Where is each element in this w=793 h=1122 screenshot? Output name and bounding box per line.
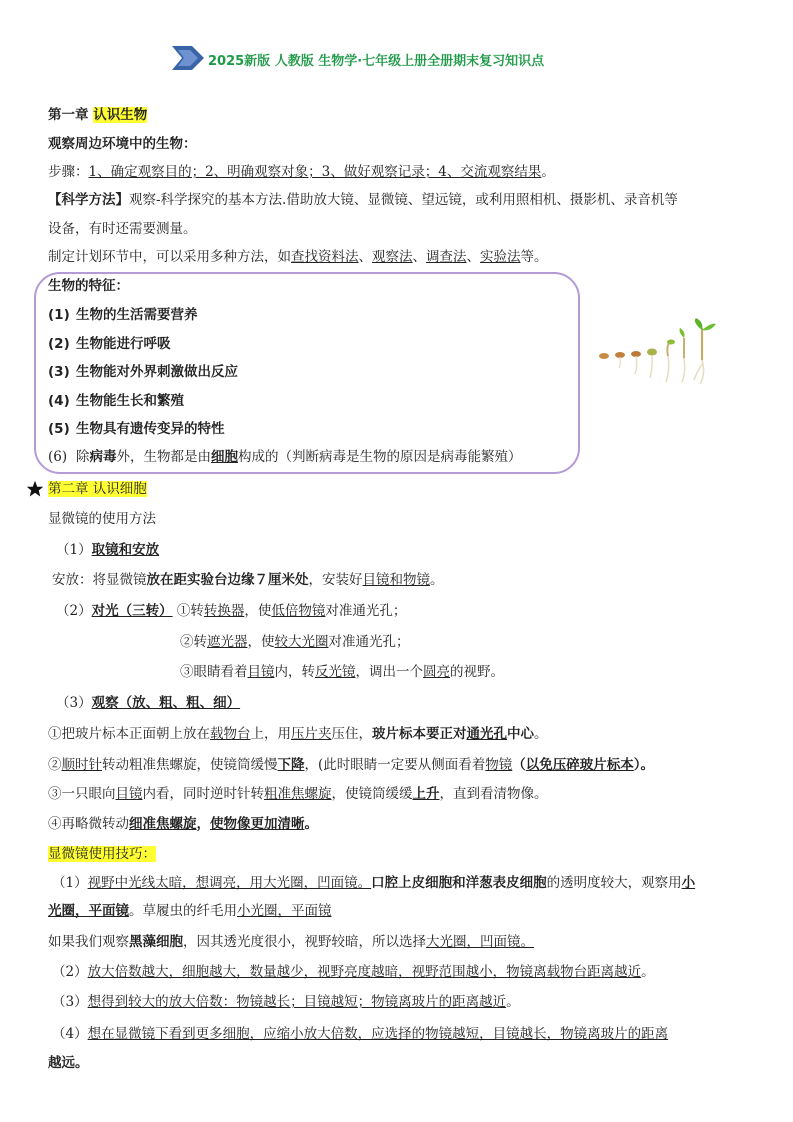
observe-heading: 观察周边环境中的生物： (48, 136, 197, 152)
feature-item: (3) 生物能对外界刺激做出反应 (48, 364, 238, 380)
microscope-usage-heading: 显微镜的使用方法 (48, 511, 156, 527)
tip-4-line-1: （4）想在显微镜下看到更多细胞，应缩小放大倍数，应选择的物镜越短，目镜越长，物镜离玻片的距离 (52, 1026, 669, 1042)
document-title: 2025新版 人教版 生物学·七年级上册全册期末复习知识点 (208, 54, 545, 69)
header-arrow-icon (172, 46, 206, 74)
tip-2-line: （2）放大倍数越大，细胞越大，数量越少，视野亮度越暗，视野范围越小，物镜离载物台距离越近。 (52, 964, 655, 980)
feature-item: (2) 生物能进行呼吸 (48, 336, 171, 352)
star-icon (26, 480, 44, 502)
science-method-line-2: 设备，有时还需要测量。 (48, 221, 197, 237)
feature-item: (1) 生物的生活需要营养 (48, 307, 198, 323)
observe-step-1: ①把玻片标本正面朝上放在载物台上，用压片夹压住，玻片标本要正对通光孔中心。 (48, 726, 548, 742)
science-method-line: 【科学方法】观察-科学探究的基本方法.借助放大镜、显微镜、望远镜，或利用照相机、摄影机、录音机等 (48, 192, 678, 208)
plan-methods-line: 制定计划环节中，可以采用多种方法，如查找资料法、观察法、调查法、实验法等。 (48, 249, 548, 265)
feature-item: (4) 生物能生长和繁殖 (48, 393, 184, 409)
tips-heading: 显微镜使用技巧： (48, 846, 156, 862)
features-heading: 生物的特征： (48, 278, 129, 294)
chapter-1-heading: 第一章 认识生物 (48, 107, 148, 123)
step-2-line-1: （2）对光（三转） ①转转换器，使低倍物镜对准通光孔； (56, 603, 407, 619)
observe-step-3: ③一只眼向目镜内看，同时逆时针转粗准焦螺旋，使镜筒缓缓上升，直到看清物像。 (48, 786, 548, 802)
dark-cell-line: 如果我们观察黑藻细胞，因其透光度很小，视野较暗，所以选择大光圈，凹面镜。 (48, 934, 534, 950)
step-2-line-2: ②转遮光器，使较大光圈对准通光孔； (180, 634, 410, 650)
tip-4-line-2: 越远。 (48, 1055, 89, 1071)
step-3-heading: （3）观察（放、粗、粗、细） (56, 695, 241, 711)
placement-line: 安放：将显微镜放在距实验台边缘７厘米处，安装好目镜和物镜。 (52, 572, 444, 588)
feature-item: (5) 生物具有遗传变异的特性 (48, 421, 225, 437)
tip-1-line-1: （1）视野中光线太暗，想调亮，用大光圈，凹面镜。口腔上皮细胞和洋葱表皮细胞的透明度较大，观察用小 (52, 875, 696, 891)
observe-step-2: ②顺时针转动粗准焦螺旋，使镜筒缓慢下降，(此时眼睛一定要从侧面看着物镜（以免压碎玻片标本）。 (48, 757, 655, 773)
step-1-heading: （1）取镜和安放 (56, 542, 160, 558)
chapter-2-heading: 第二章 认识细胞 (48, 481, 147, 497)
steps-line: 步骤：1、确定观察目的；2、明确观察对象；3、做好观察记录；4、交流观察结果。 (48, 164, 555, 180)
feature-item-6: (6) 除病毒外，生物都是由细胞构成的（判断病毒是生物的原因是病毒能繁殖） (48, 449, 522, 465)
tip-3-line: （3）想得到较大的放大倍数：物镜越长；目镜越短；物镜离玻片的距离越近。 (52, 994, 520, 1010)
tip-1-line-2: 光圈，平面镜。草履虫的纤毛用小光圈，平面镜 (48, 903, 332, 919)
step-2-line-3: ③眼睛看着目镜内，转反光镜，调出一个圆亮的视野。 (180, 664, 504, 680)
seed-germination-image (596, 318, 720, 388)
observe-step-4: ④再略微转动细准焦螺旋，使物像更加清晰。 (48, 816, 318, 832)
